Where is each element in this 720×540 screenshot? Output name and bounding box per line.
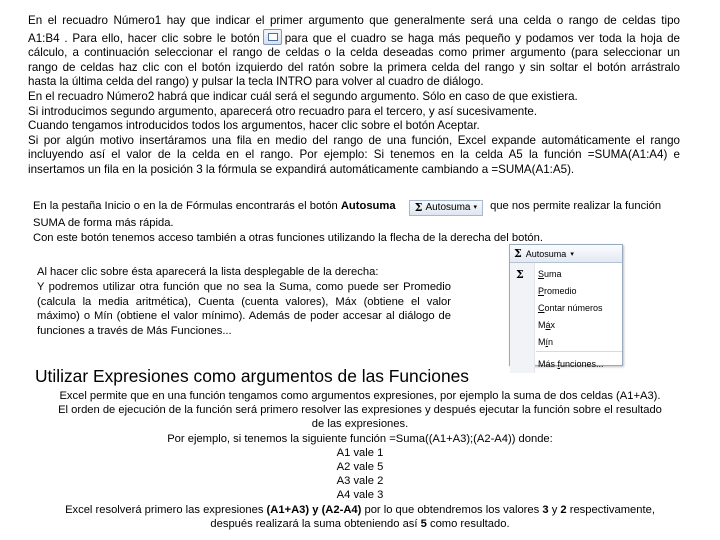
autosuma-bold-text: Autosuma [340, 200, 396, 212]
text-line: insertamos un fila en la posición 3 la fórmula se expandirá automáticamente cambiando a =SUMA(A1:A5). [28, 162, 575, 176]
text-line: El orden de ejecución de la función será primero resolver las expresiones y después ejecutar la función sobre el resultado [58, 404, 662, 417]
menu-item-suma[interactable]: Σ Suma [516, 268, 562, 281]
text-line: hasta la última celda del rango) y pulsar la tecla INTRO para volver al cuadro de diálogo. [28, 75, 484, 89]
text-line: cálculo, a continuación seleccionar el rango de celdas o la celda deseadas como primer argumento (para seleccionar un [28, 46, 680, 60]
menu-item-mas-funciones[interactable]: Más funciones... [538, 359, 604, 369]
autosuma-menu-button[interactable]: Σ Autosuma ▾ [510, 245, 622, 263]
text-line: Si introducimos segundo argumento, aparecerá otro recuadro para el tercero, y así sucesivamente. [28, 104, 538, 118]
sigma-icon: Σ [414, 201, 423, 214]
text-line: A3 vale 2 [336, 475, 384, 488]
text-line: En el recuadro Número2 habrá que indicar cuál será el segundo argumento. Sólo en caso de que existiera. [28, 89, 578, 103]
collapse-dialog-icon [263, 29, 282, 45]
text-line: Con este botón tenemos acceso también a otras funciones utilizando la flecha de la derecha del botón. [33, 231, 543, 244]
text-line: Al hacer clic sobre ésta aparecerá la lista desplegable de la derecha: [37, 266, 379, 278]
text-line: Excel permite que en una función tengamos como argumentos expresiones, por ejemplo la suma de dos celdas (A1+A3). [59, 390, 661, 402]
paragraph-autosuma [33, 199, 683, 245]
menu-item-promedio[interactable]: Promedio [538, 286, 577, 296]
sigma-icon: Σ [516, 268, 524, 281]
text-line: después realizará la suma obteniendo así 5 como resultado. [210, 517, 510, 530]
text-line: A4 vale 3 [336, 489, 384, 502]
text-line: incluyendo así el valor de la celda en el rango. Por ejemplo: Si tenemos en la celda A5 la función =SUMA(A1:A4) e [28, 148, 680, 162]
menu-item-contar[interactable]: Contar números [538, 303, 603, 313]
section-heading: Utilizar Expresiones como argumentos de las Funciones [35, 366, 470, 386]
menu-item-min[interactable]: Mín [538, 337, 554, 347]
text-line: Cuando tengamos introducidos todos los argumentos, hacer clic sobre el botón Aceptar. [28, 119, 480, 133]
text-line: A1:B4 . Para ello, hacer clic sobre le botón para que el cuadro se haga más pequeño y podamos ver toda la hoja de [28, 29, 680, 47]
text-line: SUMA de forma más rápida. [33, 217, 174, 230]
autosuma-button[interactable]: Σ Autosuma ▾ [409, 200, 483, 216]
text-line: A2 vale 5 [336, 461, 384, 474]
sigma-icon: Σ [514, 247, 522, 260]
paragraph-expressions [30, 389, 690, 531]
paragraph-function-arguments [28, 14, 680, 178]
menu-list [510, 263, 622, 373]
text-line: rango de celdas haz clic con el botón izquierdo del ratón sobre la primera celda del rango y sin soltar el botón arrástralo [28, 60, 680, 74]
paragraph-dropdown-description [37, 265, 451, 339]
autosuma-dropdown-menu [509, 244, 623, 369]
text-line: Por ejemplo, si tenemos la siguiente función =Suma((A1+A3);(A2-A4)) donde: [167, 432, 553, 445]
text-line: Excel resolverá primero las expresiones (A1+A3) y (A2-A4) por lo que obtendremos los valores 3 y 2 respectivamente, [65, 503, 655, 516]
menu-item-max[interactable]: Máx [538, 320, 556, 330]
text-line: Si por algún motivo insertáramos una fila en medio del rango de una función, Excel expande automáticamente el rango [28, 133, 680, 147]
text-line: En la pestaña Inicio o en la de Fórmulas encontrarás el botón Autosuma Σ Autosuma ▾ que nos permite realizar la función [33, 199, 683, 216]
text-line: de las expresiones. [311, 418, 409, 431]
chevron-down-icon[interactable]: ▾ [570, 250, 574, 258]
text-line: A1 vale 1 [336, 446, 384, 459]
text-line: Y podremos utilizar otra función que no sea la Suma, como puede ser Promedio (calcula la media aritmética), Cuenta (cuenta valores), Máx (obtiene el valor máximo) o Mín (obtiene el valor mínimo). Además de poder accesar al diálogo de funciones a través de Más Funciones... [37, 280, 451, 338]
chevron-down-icon[interactable]: ▾ [473, 204, 477, 211]
text-line: En el recuadro Número1 hay que indicar el primer argumento que generalmente será una celda o rango de celdas tipo [28, 14, 680, 27]
